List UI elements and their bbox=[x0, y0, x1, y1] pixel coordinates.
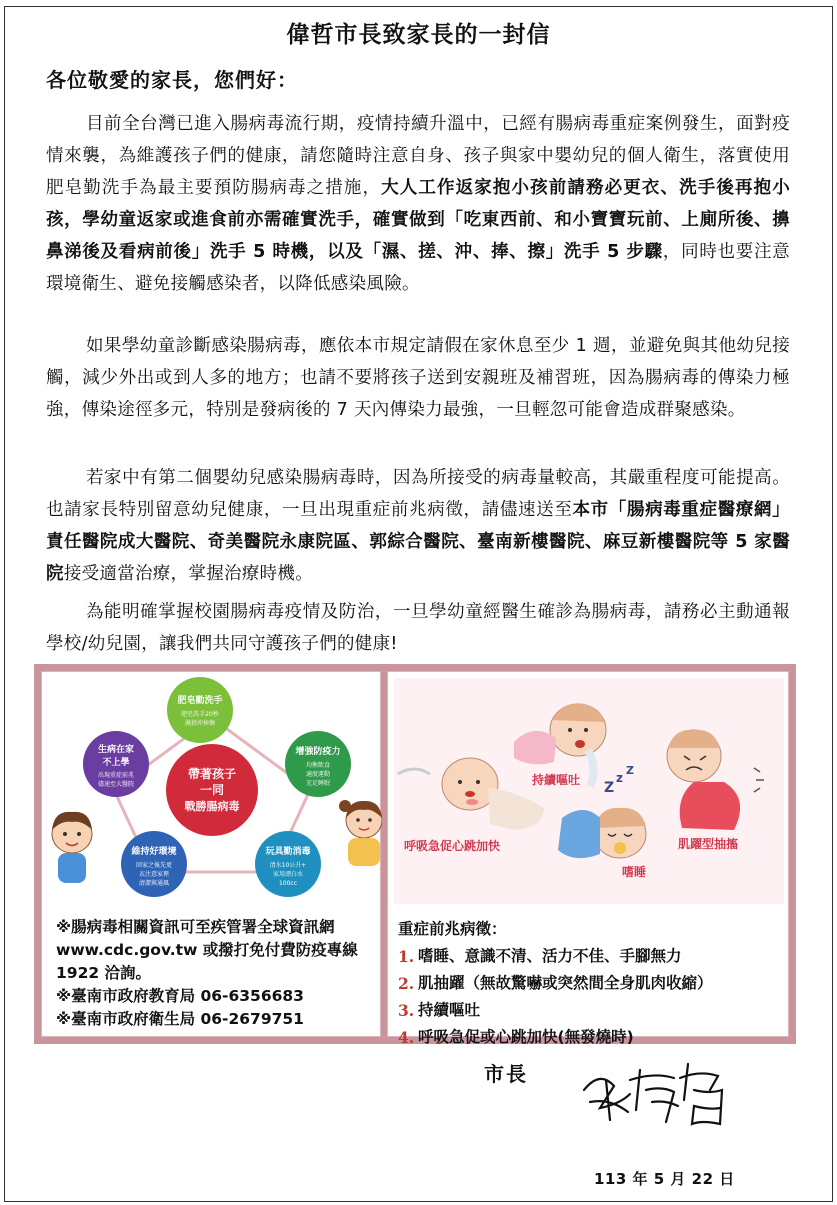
symptom-text: 持續嘔吐 bbox=[418, 1001, 481, 1019]
node-environment-sub2: 衣注意家裡 bbox=[138, 871, 170, 878]
center-line-1: 帶著孩子 bbox=[187, 767, 237, 781]
node-handwash-circle bbox=[167, 677, 233, 743]
paragraph-2: 如果學幼童診斷感染腸病毒，應依本市規定請假在家休息至少 1 週，並避免與其他幼兒接觸，減少外出或到人多的地方；也請不要將孩子送到安親班及補習班，因為腸病毒的傳染力極強，傳染途徑多元，特別是發病後的 7 天內傳染力最強，一旦輕忽可能會造成群聚感染。 bbox=[46, 336, 790, 420]
node-immunity-sub2: 適度運動 bbox=[305, 771, 331, 778]
node-handwash-sub1: 肥皂洗手20秒 bbox=[181, 711, 219, 718]
paragraph-3-text-a: 若家中有第二個嬰幼兒感染腸病毒時，因為所接受的病毒量較高，其嚴重程度可能提高。也請家長特別留意幼兒健康，一旦出現重症前兆病徵，請儘速送至 bbox=[46, 468, 790, 520]
center-line-3: 戰勝腸病毒 bbox=[184, 800, 240, 813]
svg-text:z: z bbox=[616, 771, 623, 785]
paragraph-1 bbox=[46, 108, 790, 300]
node-environment-sub3: 清潔與通風 bbox=[138, 880, 170, 887]
symptom-text: 呼吸急促或心跳加快(無發燒時) bbox=[418, 1028, 634, 1046]
node-handwash-label: 肥皂勤洗手 bbox=[177, 696, 223, 706]
node-toys-sub3: 100cc bbox=[278, 880, 298, 887]
paragraph-3 bbox=[46, 462, 790, 590]
node-stay-home-sub1: 不上學 bbox=[102, 758, 130, 768]
symptoms-list bbox=[398, 916, 783, 1051]
symptom-item bbox=[398, 1024, 783, 1051]
info-box bbox=[34, 664, 796, 1047]
symptom-number: 2. bbox=[398, 974, 415, 993]
symptom-number: 3. bbox=[398, 1001, 415, 1020]
note-cdc: ※腸病毒相關資訊可至疾管署全球資訊網 www.cdc.gov.tw 或撥打免付費防疫專線 1922 洽詢。 bbox=[56, 918, 358, 982]
node-environment bbox=[121, 831, 187, 897]
paragraph-3-bold: 本市「腸病毒重症醫療網」責任醫院成大醫院、奇美醫院永康院區、郭綜合醫院、臺南新樓醫院、麻豆新樓醫院等 5 家醫院 bbox=[46, 500, 790, 584]
note-health-bureau: ※臺南市政府衛生局 06-2679751 bbox=[56, 1010, 304, 1028]
node-stay-home-label: 生病在家 bbox=[97, 745, 135, 755]
caption-sleepy: 嗜睡 bbox=[622, 865, 647, 879]
center-line-2: 一同 bbox=[199, 783, 225, 797]
paragraph-1-bold: 大人工作返家抱小孩前請務必更衣、洗手後再抱小孩，學幼童返家或進食前亦需確實洗手，確實做到「吃東西前、和小寶寶玩前、上廁所後、擤鼻涕後及看病前後」洗手 5 時機，以及「濕、搓、沖、捧、擦」洗手 5 步驟 bbox=[46, 178, 790, 262]
svg-text:Z: Z bbox=[604, 780, 615, 796]
caption-vomit: 持續嘔吐 bbox=[532, 773, 581, 787]
symptom-number: 4. bbox=[398, 1028, 415, 1047]
left-notes bbox=[56, 916, 376, 1031]
svg-text:Z: Z bbox=[626, 764, 634, 777]
symptom-item bbox=[398, 970, 783, 997]
node-toys-sub1: 清水10公升+ bbox=[269, 862, 307, 869]
note-education-bureau: ※臺南市政府教育局 06-6356683 bbox=[56, 987, 304, 1005]
symptom-text: 嗜睡、意識不清、活力不佳、手腳無力 bbox=[418, 947, 682, 965]
symptom-text: 肌抽躍（無故驚嚇或突然間全身肌肉收縮） bbox=[418, 974, 713, 992]
paragraph-3-text-b: 接受適當治療，掌握治療時機。 bbox=[63, 564, 314, 584]
node-immunity-sub1: 均衡飲食 bbox=[305, 762, 331, 769]
symptoms-panel bbox=[387, 671, 789, 1047]
node-immunity-label: 增強防疫力 bbox=[295, 747, 341, 757]
node-toys bbox=[255, 831, 321, 897]
node-stay-home bbox=[83, 731, 149, 797]
letter-title: 偉哲市長致家長的一封信 bbox=[286, 22, 551, 48]
node-environment-sub1: 回家之後先更 bbox=[135, 862, 173, 869]
prevention-diagram bbox=[42, 672, 382, 910]
caption-breath: 呼吸急促心跳加快 bbox=[404, 839, 501, 853]
node-immunity bbox=[285, 731, 351, 797]
symptoms-title: 重症前兆病徵： bbox=[398, 920, 507, 938]
node-toys-sub2: 家用漂白水 bbox=[272, 871, 304, 878]
greeting: 各位敬愛的家長，您們好： bbox=[46, 68, 298, 92]
letter-date: 113 年 5 月 22 日 bbox=[594, 1170, 735, 1188]
mayor-title: 市長 bbox=[484, 1062, 528, 1086]
symptom-item bbox=[398, 997, 783, 1024]
paragraph-4: 為能明確掌握校園腸病毒疫情及防治，一旦學幼童經醫生確診為腸病毒，請務必主動通報學校/幼兒園，讓我們共同守護孩子們的健康! bbox=[46, 602, 790, 654]
mayor-signature bbox=[570, 1050, 740, 1130]
node-handwash-sub2: 濕搓沖捧擦 bbox=[184, 720, 216, 727]
boy-illustration bbox=[52, 812, 92, 883]
node-stay-home-sub3: 儘速至大醫院 bbox=[97, 781, 135, 788]
caption-convulsion: 肌躍型抽搐 bbox=[678, 837, 739, 851]
paragraph-1-text-a: 目前全台灣已進入腸病毒流行期，疫情持續升溫中，已經有腸病毒重症案例發生，面對疫情來襲，為維護孩子們的健康，請您隨時注意自身、孩子與家中嬰幼兒的個人衛生，落實使用肥皂勤洗手為最主要預防腸病毒之措施， bbox=[46, 114, 790, 198]
girl-illustration bbox=[339, 800, 382, 866]
prevention-panel bbox=[41, 671, 381, 1037]
symptom-item bbox=[398, 943, 783, 970]
symptoms-illustration bbox=[394, 678, 784, 904]
node-immunity-sub3: 充足睡眠 bbox=[305, 780, 331, 787]
node-toys-label: 玩具勤消毒 bbox=[265, 847, 311, 857]
node-environment-label: 維持好環境 bbox=[131, 847, 177, 857]
symptom-number: 1. bbox=[398, 947, 415, 966]
paragraph-1-text-b: ，同時也要注意環境衛生、避免接觸感染者，以降低感染風險。 bbox=[46, 242, 790, 294]
node-stay-home-sub2: 出現重症前兆 bbox=[97, 772, 135, 779]
node-handwash bbox=[167, 677, 233, 743]
